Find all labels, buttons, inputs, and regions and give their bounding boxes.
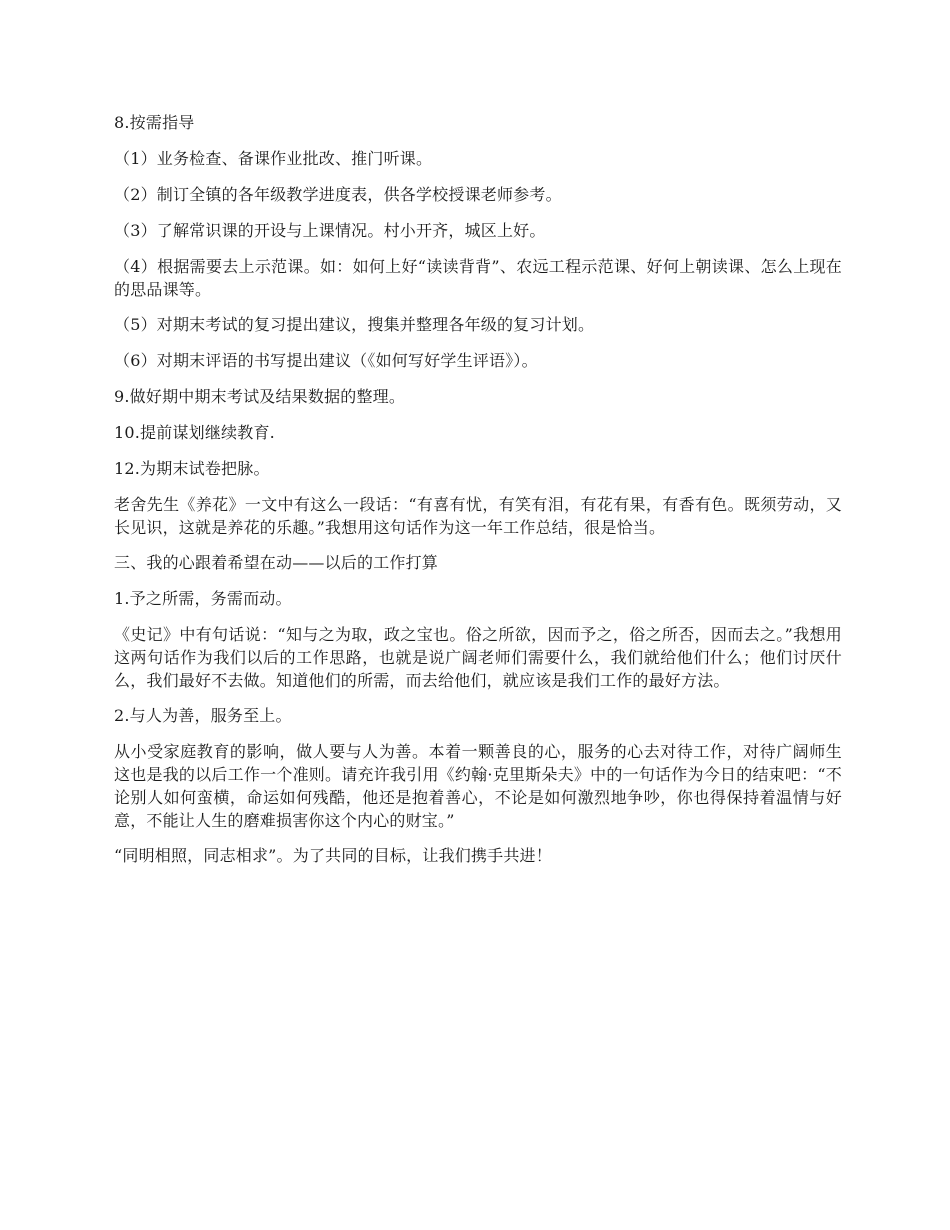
subheading-2: 2.与人为善，服务至上。	[114, 706, 292, 725]
section-heading-10: 10.提前谋划继续教育.	[114, 423, 275, 442]
quote-paragraph-laoshe: 老舍先生《养花》一文中有这么一段话：“有喜有忧，有笑有泪，有花有果，有香有色。既须劳动，又长见识，这就是养花的乐趣。”我想用这句话作为这一年工作总结，很是恰当。	[114, 495, 842, 537]
quote-paragraph-shiji: 《史记》中有句话说：“知与之为取，政之宝也。俗之所欲，因而予之，俗之所否，因而去之。”我想用这两句话作为我们以后的工作思路，也就是说广阔老师们需要什么，我们就给他们什么；他们讨厌什么，我们最好不去做。知道他们的所需，而去给他们，就应该是我们工作的最好方法。	[114, 625, 842, 690]
list-item-5: （5）对期末考试的复习提出建议，搜集并整理各年级的复习计划。	[114, 315, 595, 334]
subheading-1: 1.予之所需，务需而动。	[114, 589, 292, 608]
closing-paragraph: “同明相照，同志相求”。为了共同的目标，让我们携手共进！	[114, 846, 552, 865]
list-item-6: （6）对期末评语的书写提出建议（《如何写好学生评语》）。	[114, 351, 538, 370]
document-body	[114, 111, 842, 880]
quote-paragraph-christophe: 从小受家庭教育的影响，做人要与人为善。本着一颗善良的心，服务的心去对待工作，对待广阔师生这也是我的以后工作一个准则。请充许我引用《约翰·克里斯朵夫》中的一句话作为今日的结束吧：“不论别人如何蛮横，命运如何残酷，他还是抱着善心，不论是如何激烈地争吵，你也得保持着温情与好意，不能让人生的磨难损害你这个内心的财宝。”	[114, 742, 842, 830]
section-heading-12: 12.为期末试卷把脉。	[114, 459, 270, 478]
list-item-1: （1）业务检查、备课作业批改、推门听课。	[114, 149, 433, 168]
list-item-2: （2）制订全镇的各年级教学进度表，供各学校授课老师参考。	[114, 185, 562, 204]
section-heading-8: 8.按需指导	[114, 113, 195, 132]
list-item-4: （4）根据需要去上示范课。如：如何上好“读读背背”、农远工程示范课、好何上朝读课、怎么上现在的思品课等。	[114, 257, 842, 299]
list-item-3: （3）了解常识课的开设与上课情况。村小开齐，城区上好。	[114, 221, 546, 240]
section-heading-9: 9.做好期中期末考试及结果数据的整理。	[114, 387, 406, 406]
chapter-heading-3: 三、我的心跟着希望在动——以后的工作打算	[114, 553, 439, 572]
